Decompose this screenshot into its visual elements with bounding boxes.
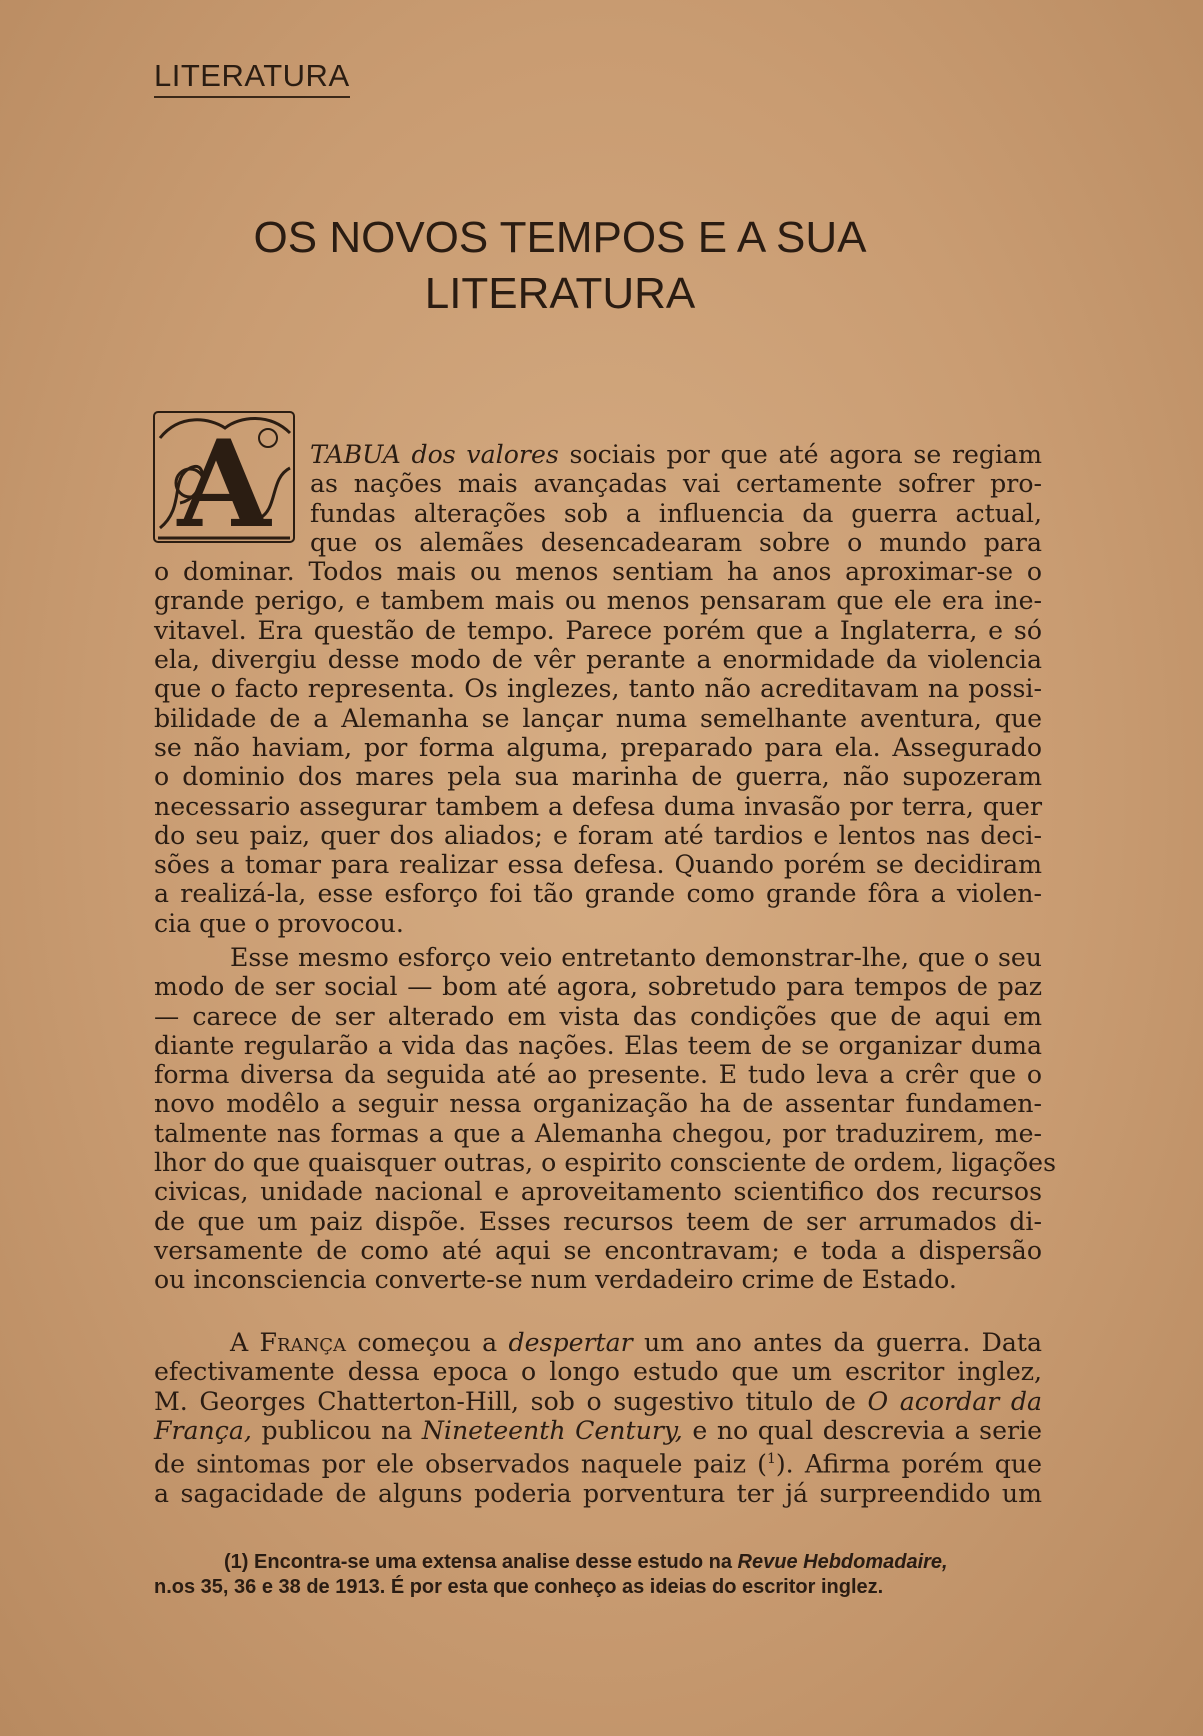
text-line: vitavel. Era questão de tempo. Parece porém que a Inglaterra, e só [154, 615, 1042, 645]
text-line: que o facto representa. Os inglezes, tanto não acreditavam na possi- [154, 674, 1042, 704]
text-line: novo modêlo a seguir nessa organização ha de assentar fundamen- [154, 1089, 1042, 1119]
text-line: diante regularão a vida das nações. Elas teem de se organizar duma [154, 1030, 1042, 1060]
text-line: bilidade de a Alemanha se lançar numa semelhante aventura, que [154, 703, 1042, 733]
title-line-1: OS NOVOS TEMPOS E A SUA [253, 213, 867, 262]
text-line: lhor do que quaisquer outras, o espirito consciente de ordem, ligações [154, 1148, 1057, 1178]
article-title [200, 210, 920, 322]
text-line: ou inconsciencia converte-se num verdadeiro crime de Estado. [154, 1265, 957, 1295]
footnote [154, 1550, 1042, 1600]
text-line: efectivamente dessa epoca o longo estudo que um escritor inglez, [154, 1357, 1042, 1387]
dropcap-letter: A [177, 414, 271, 552]
footnote-line: n.os 35, 36 e 38 de 1913. É por esta que conheço as ideias do escritor inglez. [154, 1576, 884, 1598]
text-line: se não haviam, por forma alguma, preparado para ela. Assegurado [154, 732, 1042, 762]
text-line: talmente nas formas a que a Alemanha chegou, por traduzirem, me- [154, 1118, 1042, 1148]
text-line: TABUA dos valores sociais por que até agora se regiam [310, 440, 1042, 469]
text-line: grande perigo, e tambem mais ou menos pensaram que ele era ine- [154, 586, 1042, 616]
text-line: sões a tomar para realizar essa defesa. Quando porém se decidiram [154, 850, 1042, 880]
section-header: LITERATURA [154, 58, 350, 98]
text-line: A França começou a despertar um ano antes da guerra. Data [230, 1328, 1042, 1357]
text-line: o dominio dos mares pela sua marinha de guerra, não supozeram [154, 762, 1042, 792]
text-line: a realizá-la, esse esforço foi tão grande como grande fôra a violen- [154, 879, 1042, 909]
text-line: Esse mesmo esforço veio entretanto demonstrar-lhe, que o seu [230, 943, 1042, 972]
text-line: o dominar. Todos mais ou menos sentiam ha anos aproximar-se o [154, 557, 1042, 587]
text-line: versamente de como até aqui se encontravam; e toda a dispersão [154, 1235, 1042, 1265]
text-line: de sintomas por ele observados naquele paiz ($^1$). Afirma porém que [154, 1449, 1042, 1479]
footnote-marker: (1) [224, 1551, 249, 1573]
paragraph-1 [154, 440, 1042, 938]
text-line: necessario assegurar tambem a defesa duma invasão por terra, quer [154, 791, 1042, 821]
paragraph-3 [154, 1328, 1042, 1508]
text-line: que os alemães desencadearam sobre o mundo para [310, 527, 1042, 557]
text-line: as nações mais avançadas vai certamente sofrer pro- [310, 469, 1042, 499]
title-line-2: LITERATURA [424, 269, 696, 318]
text-line: M. Georges Chatterton-Hill, sob o sugestivo titulo de O acordar da [154, 1386, 1043, 1416]
text-line: — carece de ser alterado em vista das condições que de aqui em [154, 1001, 1042, 1031]
text-line: de que um paiz dispõe. Esses recursos teem de ser arrumados di- [154, 1206, 1042, 1236]
text-line: modo de ser social — bom até agora, sobretudo para tempos de paz [154, 972, 1042, 1002]
italic-lead: TABUA dos valores [310, 440, 559, 469]
text-line: França, publicou na Nineteenth Century, e no qual descrevia a serie [154, 1415, 1042, 1445]
text-line: civicas, unidade nacional e aproveitamento scientifico dos recursos [154, 1177, 1042, 1207]
text-line: a sagacidade de alguns poderia porventura ter já surpreendido um [154, 1478, 1042, 1508]
text-line: fundas alterações sob a influencia da guerra actual, [310, 498, 1042, 528]
text-line: ela, divergiu desse modo de vêr perante a enormidade da violencia [154, 645, 1042, 675]
text-line: do seu paiz, quer dos aliados; e foram até tardios e lentos nas deci- [154, 820, 1042, 850]
text-line: cia que o provocou. [154, 908, 404, 938]
paragraph-2 [154, 943, 1057, 1295]
text-line: forma diversa da seguida até ao presente. E tudo leva a crêr que o [154, 1060, 1042, 1090]
footnote-line: (1) Encontra-se uma extensa analise desse estudo na Revue Hebdomadaire, [224, 1551, 948, 1573]
